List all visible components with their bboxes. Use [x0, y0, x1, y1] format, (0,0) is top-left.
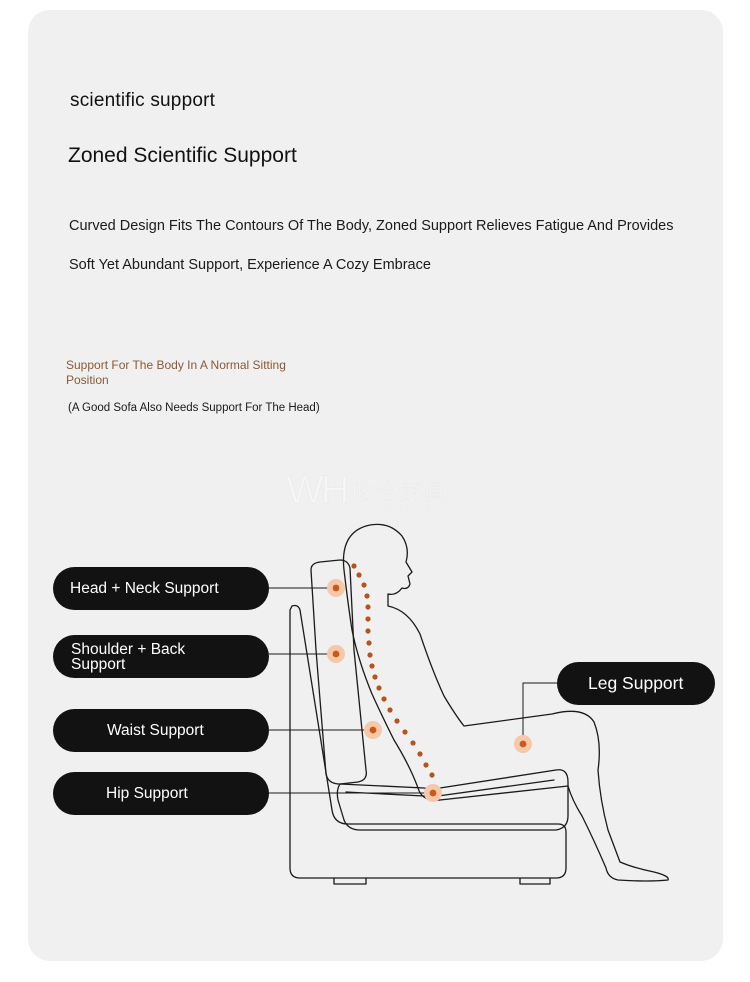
shoulder-back-support-text: Shoulder + Back Support: [71, 640, 186, 673]
sofa-foot-left: [334, 878, 366, 884]
head-support-note: (A Good Sofa Also Needs Support For The Head): [68, 402, 320, 414]
feature-card: [28, 10, 723, 961]
watermark-chinese-name: 吻合家具: [352, 479, 448, 505]
watermark-logo: WH: [286, 468, 347, 512]
head-neck-support-label: Head + Neck Support: [53, 567, 269, 610]
seat-inner-contour: [346, 780, 554, 796]
section-eyebrow: scientific support: [70, 90, 216, 111]
body-text-line-2: Soft Yet Abundant Support, Experience A Cozy Embrace: [69, 257, 431, 273]
shoulder-back-support-label: [53, 635, 269, 678]
body-text-line-1: Curved Design Fits The Contours Of The Body, Zoned Support Relieves Fatigue And Provides: [69, 218, 674, 234]
waist-support-label: Waist Support: [53, 709, 269, 752]
hip-support-label: Hip Support: [53, 772, 269, 815]
sitting-position-caption: Support For The Body In A Normal Sitting Position: [66, 358, 286, 387]
sofa-foot-right: [520, 878, 550, 884]
leg-support-label: Leg Support: [557, 662, 715, 705]
seat-cushion: [337, 770, 568, 830]
watermark-english-name: COINCIDE: [354, 504, 435, 515]
sofa-body-illustration: [28, 10, 723, 961]
section-headline: Zoned Scientific Support: [68, 144, 297, 167]
